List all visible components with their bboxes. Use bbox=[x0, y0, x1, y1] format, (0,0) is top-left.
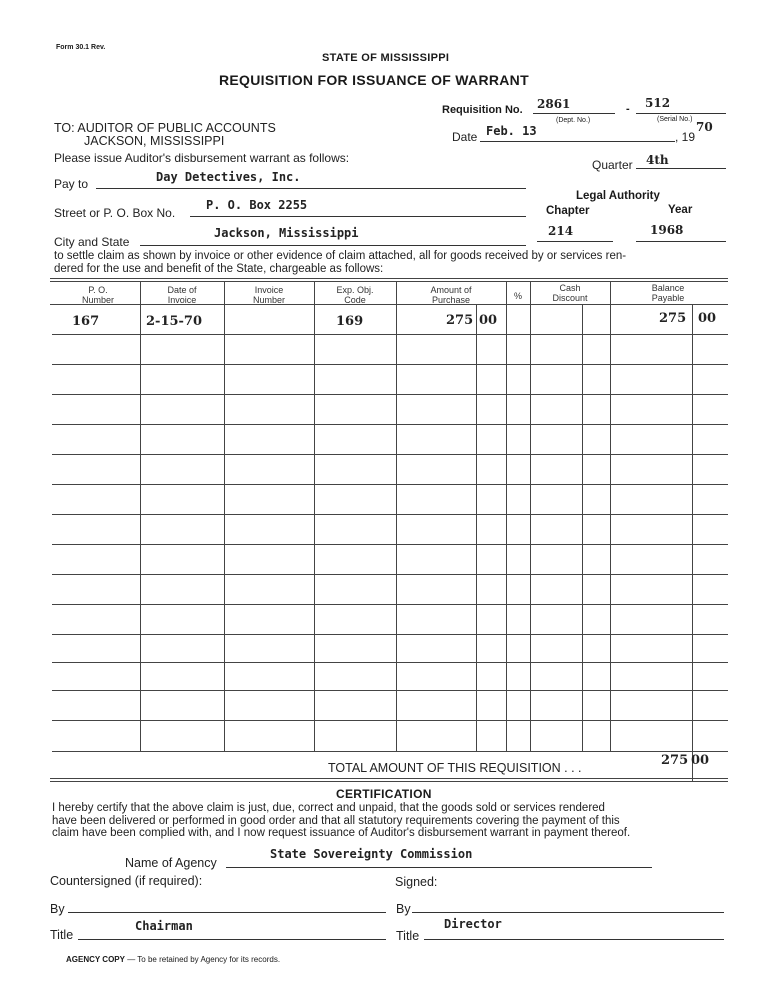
title-label-left: Title bbox=[50, 928, 74, 942]
certification-text bbox=[52, 802, 728, 840]
addressee-line2: JACKSON, MISSISSIPPI bbox=[84, 134, 225, 148]
serial-no-value: 512 bbox=[645, 96, 671, 110]
requisition-dash: - bbox=[626, 103, 630, 115]
title-value-left: Chairman bbox=[135, 919, 193, 933]
col-header-po: P. O. Number bbox=[81, 285, 114, 305]
authority-year-line bbox=[636, 241, 726, 242]
certification-line2: have been delivered or performed in good order and that all statutory requirements covering the payment of this bbox=[52, 814, 620, 827]
serial-no-line bbox=[636, 113, 726, 114]
table-top-border-2 bbox=[50, 281, 728, 282]
dept-no-value: 2861 bbox=[537, 97, 571, 111]
col-header-invoice: Invoice Number bbox=[252, 285, 285, 305]
pay-to-label: Pay to bbox=[54, 177, 89, 191]
row-line bbox=[52, 574, 728, 575]
date-line bbox=[480, 141, 675, 142]
row-line bbox=[52, 690, 728, 691]
chapter-line bbox=[537, 241, 613, 242]
dept-no-caption: (Dept. No.) bbox=[556, 117, 591, 124]
row-line bbox=[52, 454, 728, 455]
pay-to-line bbox=[96, 188, 526, 189]
col-header-balance: Balance Payable bbox=[651, 283, 685, 303]
street-line bbox=[190, 216, 526, 217]
year-prefix: , 19 bbox=[675, 130, 696, 144]
agency-value: State Sovereignty Commission bbox=[270, 847, 473, 861]
table-top-border bbox=[50, 278, 728, 279]
form-number: Form 30.1 Rev. bbox=[56, 44, 106, 51]
divider-balance-cents bbox=[692, 304, 693, 781]
title-line-left bbox=[78, 939, 386, 940]
cell-balance-cents: 00 bbox=[698, 311, 717, 326]
divider-amount-cents bbox=[476, 304, 477, 751]
certification-line3: claim have been complied with, and I now request issuance of Auditor's disbursement warrant in payment thereof. bbox=[52, 827, 631, 839]
table-bottom-border-2 bbox=[50, 781, 728, 782]
countersigned-label: Countersigned (if required): bbox=[50, 874, 203, 888]
by-line-left bbox=[68, 912, 386, 913]
title-value-right: Director bbox=[444, 917, 502, 931]
agency-line bbox=[226, 867, 652, 868]
certification-line1: I hereby certify that the above claim is just, due, correct and unpaid, that the goods sold or services rendered bbox=[52, 802, 605, 814]
row-line bbox=[52, 364, 728, 365]
row-line bbox=[52, 604, 728, 605]
agency-copy-label: AGENCY COPY bbox=[66, 955, 125, 964]
instruction-text: Please issue Auditor's disbursement warrant as follows: bbox=[54, 151, 350, 165]
date-label: Date bbox=[452, 130, 478, 144]
divider-after-date bbox=[224, 281, 225, 751]
city-value: Jackson, Mississippi bbox=[214, 226, 359, 240]
col-header-exp: Exp. Obj. Code bbox=[336, 285, 374, 305]
col-header-amount: Amount of Purchase bbox=[430, 285, 472, 305]
row-line bbox=[52, 720, 728, 721]
title-line-right bbox=[424, 939, 724, 940]
serial-no-caption: (Serial No.) bbox=[657, 116, 693, 123]
by-label-left: By bbox=[50, 902, 65, 916]
table-header-bottom bbox=[50, 304, 728, 305]
row-line bbox=[52, 662, 728, 663]
claim-text-line1: to settle claim as shown by invoice or other evidence of claim attached, all for goods received by or services ren- bbox=[54, 250, 627, 262]
quarter-value: 4th bbox=[646, 153, 669, 167]
total-cents: 00 bbox=[691, 753, 710, 768]
cell-balance-dollars: 275 bbox=[659, 311, 687, 326]
pay-to-value: Day Detectives, Inc. bbox=[156, 170, 301, 184]
date-value: Feb. 13 bbox=[486, 124, 537, 138]
cell-exp-code: 169 bbox=[336, 314, 364, 329]
street-label: Street or P. O. Box No. bbox=[54, 206, 176, 220]
row-line bbox=[52, 544, 728, 545]
signed-label: Signed: bbox=[395, 875, 438, 889]
row-line bbox=[52, 424, 728, 425]
divider-after-cash bbox=[610, 281, 611, 751]
street-value: P. O. Box 2255 bbox=[206, 198, 308, 212]
agency-label: Name of Agency bbox=[125, 856, 217, 870]
chapter-label: Chapter bbox=[546, 205, 590, 217]
claim-text-line2: dered for the use and benefit of the State, chargeable as follows: bbox=[54, 262, 384, 275]
cell-amount-dollars: 275 bbox=[446, 313, 474, 328]
by-label-right: By bbox=[396, 902, 411, 916]
divider-after-invoice bbox=[314, 281, 315, 751]
divider-after-pct bbox=[530, 281, 531, 751]
by-line-right bbox=[412, 912, 724, 913]
addressee-line1: TO: AUDITOR OF PUBLIC ACCOUNTS bbox=[54, 121, 276, 135]
title-label-right: Title bbox=[396, 929, 420, 943]
cell-po-number: 167 bbox=[72, 314, 100, 329]
row-line bbox=[52, 394, 728, 395]
dept-no-line bbox=[533, 113, 615, 114]
table-bottom-border bbox=[50, 778, 728, 779]
cell-amount-cents: 00 bbox=[479, 313, 498, 328]
divider-after-amount bbox=[506, 281, 507, 751]
certification-heading: CERTIFICATION bbox=[336, 787, 432, 801]
total-label: TOTAL AMOUNT OF THIS REQUISITION . . . bbox=[328, 761, 582, 775]
year-value: 70 bbox=[696, 120, 713, 134]
col-header-date: Date of Invoice bbox=[167, 285, 197, 305]
chapter-value: 214 bbox=[548, 224, 574, 238]
city-line bbox=[140, 245, 526, 246]
col-header-cash: Cash Discount bbox=[552, 283, 588, 303]
city-label: City and State bbox=[54, 235, 130, 249]
quarter-label: Quarter bbox=[592, 158, 633, 172]
claim-text bbox=[54, 250, 729, 275]
agency-copy-text: — To be retained by Agency for its records. bbox=[127, 955, 281, 964]
cell-invoice-date: 2-15-70 bbox=[146, 314, 203, 329]
quarter-line bbox=[636, 168, 726, 169]
legal-authority-heading: Legal Authority bbox=[576, 190, 660, 202]
form-title: REQUISITION FOR ISSUANCE OF WARRANT bbox=[219, 72, 529, 88]
col-header-pct: % bbox=[513, 291, 522, 301]
row-line bbox=[52, 334, 728, 335]
row-line bbox=[52, 484, 728, 485]
divider-after-po bbox=[140, 281, 141, 751]
table-body-bottom bbox=[52, 751, 728, 752]
state-heading: STATE OF MISSISSIPPI bbox=[322, 52, 450, 64]
total-dollars: 275 bbox=[661, 753, 689, 768]
row-line bbox=[52, 514, 728, 515]
divider-cash-cents bbox=[582, 304, 583, 751]
row-line bbox=[52, 634, 728, 635]
authority-year-value: 1968 bbox=[650, 223, 684, 237]
divider-after-exp bbox=[396, 281, 397, 751]
footer-note bbox=[66, 955, 280, 964]
year-label: Year bbox=[668, 204, 693, 216]
requisition-label: Requisition No. bbox=[442, 104, 523, 116]
